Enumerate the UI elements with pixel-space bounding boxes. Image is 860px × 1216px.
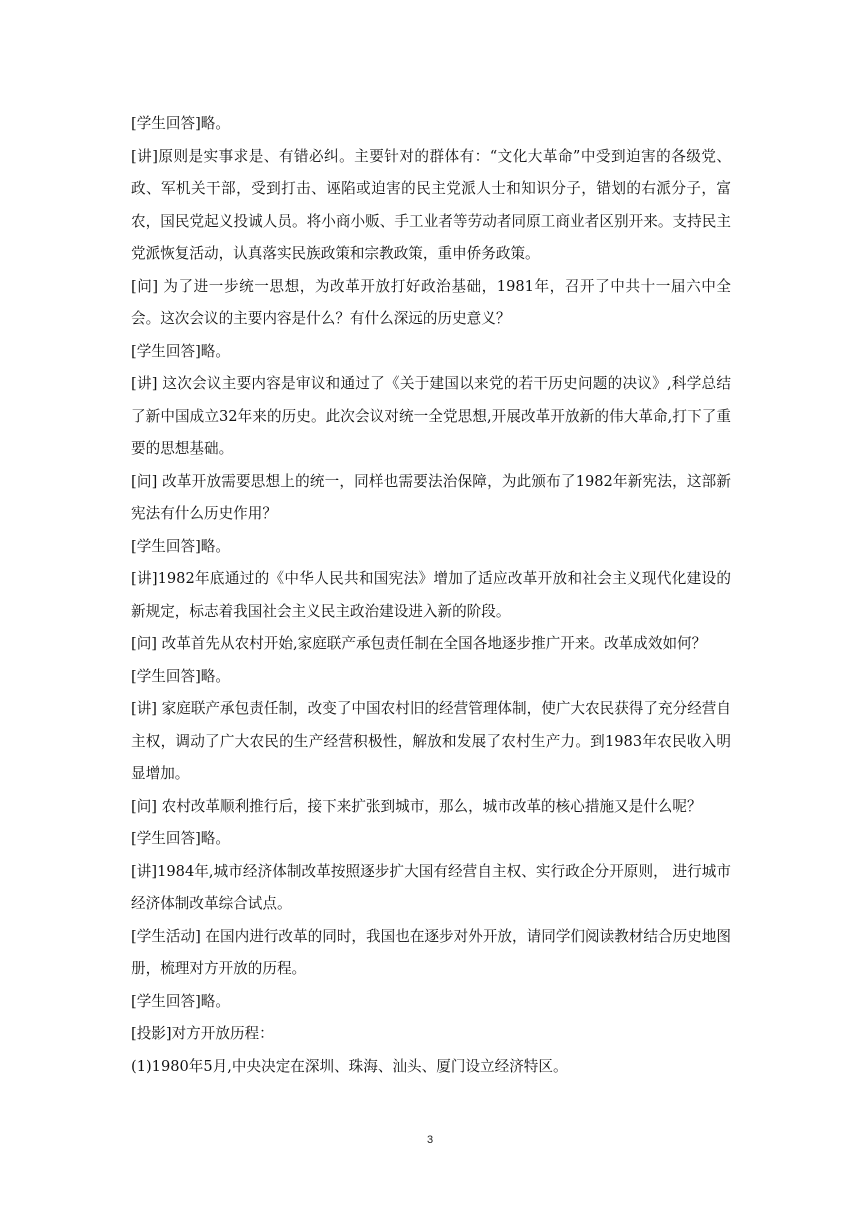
page-number: 3 <box>426 1134 434 1146</box>
paragraph-question-constitution: [问] 改革开放需要思想上的统一，同样也需要法治保障，为此颁布了1982年新宪法，这部新宪法有什么历史作用？ <box>131 472 731 522</box>
paragraph-question-urban-reform: [问] 农村改革顺利推行后，接下来扩张到城市，那么，城市改革的核心措施又是什么呢？ <box>131 797 702 815</box>
paragraph-student-answer: [学生回答]略。 <box>131 830 230 847</box>
paragraph-lecture-urban-reform: [讲]1984年,城市经济体制改革按照逐步扩大国有经营自主权、实行政企分开原则， 进行城市经济体制改革综合试点。 <box>131 862 731 912</box>
document-body <box>131 108 731 1083</box>
paragraph-student-answer: [学生回答]略。 <box>131 342 230 360</box>
paragraph-question-sixth-plenum: [问] 为了进一步统一思想，为改革开放打好政治基础，1981年，召开了中共十一届六中全会。这次会议的主要内容是什么？有什么深远的历史意义？ <box>131 277 731 327</box>
paragraph-lecture-constitution: [讲]1982年底通过的《中华人民共和国宪法》增加了适应改革开放和社会主义现代化建设的新规定，标志着我国社会主义民主政治建设进入新的阶段。 <box>131 570 731 620</box>
paragraph-projection-item-1: (1)1980年5月,中央决定在深圳、珠海、汕头、厦门设立经济特区。 <box>131 1057 568 1075</box>
paragraph-student-answer: [学生回答]略。 <box>131 115 230 132</box>
paragraph-question-rural-reform: [问] 改革首先从农村开始,家庭联产承包责任制在全国各地逐步推广开来。改革成效如何？ <box>131 635 707 652</box>
paragraph-projection-heading: [投影]对方开放历程： <box>131 1025 274 1042</box>
paragraph-lecture-principles: [讲]原则是实事求是、有错必纠。主要针对的群体有：“文化大革命”中受到迫害的各级党、政、军机关干部，受到打击、诬陷或迫害的民主党派人士和知识分子，错划的右派分子，富农，国民党起义投诚人员。将小商小贩、手工业者等劳动者同原工商业者区别开来。支持民主党派恢复活动，认真落实民族政策和宗教政策，重申侨务政策。 <box>131 147 731 262</box>
paragraph-lecture-rural-reform: [讲] 家庭联产承包责任制，改变了中国农村旧的经营管理体制，使广大农民获得了充分经营自主权，调动了广大农民的生产经营积极性，解放和发展了农村生产力。到1983年农民收入明显增加。 <box>131 700 731 782</box>
paragraph-lecture-resolution: [讲] 这次会议主要内容是审议和通过了《关于建国以来党的若干历史问题的决议》,科学总结了新中国成立32年来的历史。此次会议对统一全党思想,开展改革开放新的伟大革命,打下了重要的思想基础。 <box>131 375 731 457</box>
paragraph-student-answer: [学生回答]略。 <box>131 667 230 685</box>
paragraph-student-activity: [学生活动] 在国内进行改革的同时，我国也在逐步对外开放，请同学们阅读教材结合历史地图册，梳理对方开放的历程。 <box>131 927 731 977</box>
paragraph-student-answer: [学生回答]略。 <box>131 992 230 1010</box>
paragraph-student-answer: [学生回答]略。 <box>131 537 230 555</box>
